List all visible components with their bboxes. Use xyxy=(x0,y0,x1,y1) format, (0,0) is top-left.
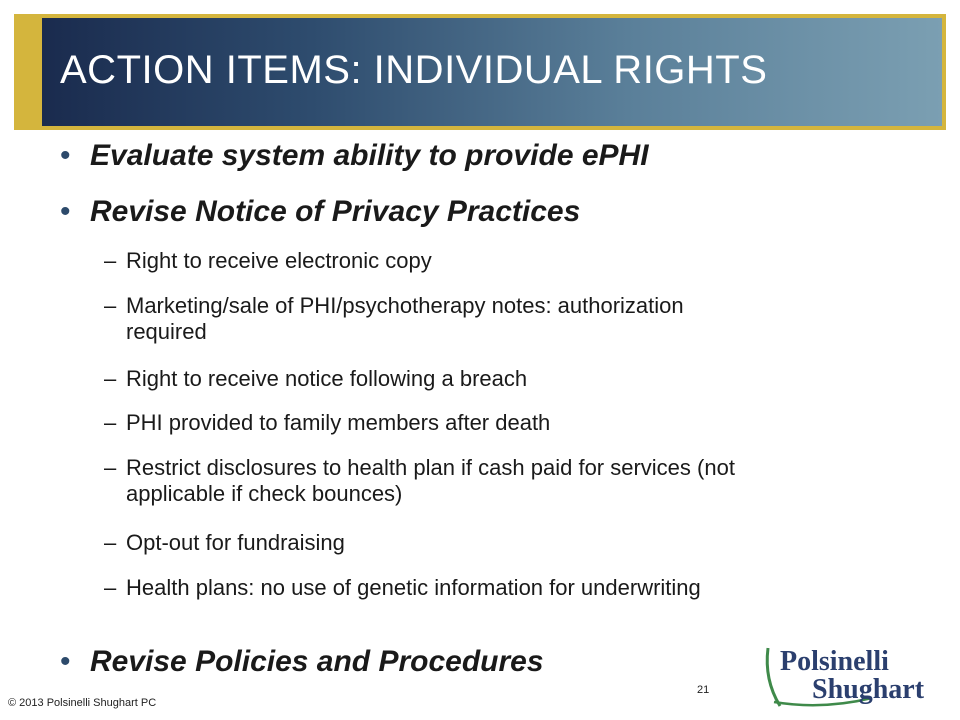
dash-glyph: – xyxy=(104,366,117,391)
subitem-text: Right to receive notice following a breach xyxy=(126,366,528,391)
bullet-text: Evaluate system ability to provide ePHI xyxy=(90,139,649,172)
subitem-family-after-death xyxy=(104,410,804,436)
bullet-evaluate-system xyxy=(60,139,649,173)
subitem-text: PHI provided to family members after death xyxy=(126,410,551,435)
subitem-restrict-disclosures xyxy=(104,455,804,507)
dash-glyph: – xyxy=(104,248,117,273)
bullet-text: Revise Notice of Privacy Practices xyxy=(90,195,581,228)
copyright-footer: © 2013 Polsinelli Shughart PC xyxy=(8,697,157,709)
bullet-glyph: • xyxy=(60,195,71,228)
dash-glyph: – xyxy=(104,455,117,480)
dash-glyph: – xyxy=(104,530,117,555)
subitem-opt-out-fundraising xyxy=(104,530,804,556)
subitem-text: Restrict disclosures to health plan if cash paid for services (not applicable if check bounces) xyxy=(126,455,735,506)
subitem-text: Opt-out for fundraising xyxy=(126,530,345,555)
page-number: 21 xyxy=(697,684,710,696)
logo-line1: Polsinelli xyxy=(780,646,889,677)
slide-title: ACTION ITEMS: INDIVIDUAL RIGHTS xyxy=(60,48,768,92)
bullet-revise-notice xyxy=(60,195,580,229)
bullet-glyph: • xyxy=(60,139,71,172)
logo-line2: Shughart xyxy=(812,674,925,705)
subitem-text: Health plans: no use of genetic information for underwriting xyxy=(126,575,701,600)
subitem-text: Right to receive electronic copy xyxy=(126,248,432,273)
subitem-breach-notice xyxy=(104,366,804,392)
subitem-text: Marketing/sale of PHI/psychotherapy notes: authorization required xyxy=(126,293,684,344)
dash-glyph: – xyxy=(104,575,117,600)
bullet-text: Revise Policies and Procedures xyxy=(90,645,544,678)
subitem-marketing-sale xyxy=(104,293,804,345)
bullet-glyph: • xyxy=(60,645,71,678)
bullet-revise-policies xyxy=(60,645,544,679)
subitem-genetic-information xyxy=(104,575,804,601)
subitem-electronic-copy xyxy=(104,248,804,274)
dash-glyph: – xyxy=(104,410,117,435)
company-logo xyxy=(762,640,952,712)
dash-glyph: – xyxy=(104,293,117,318)
